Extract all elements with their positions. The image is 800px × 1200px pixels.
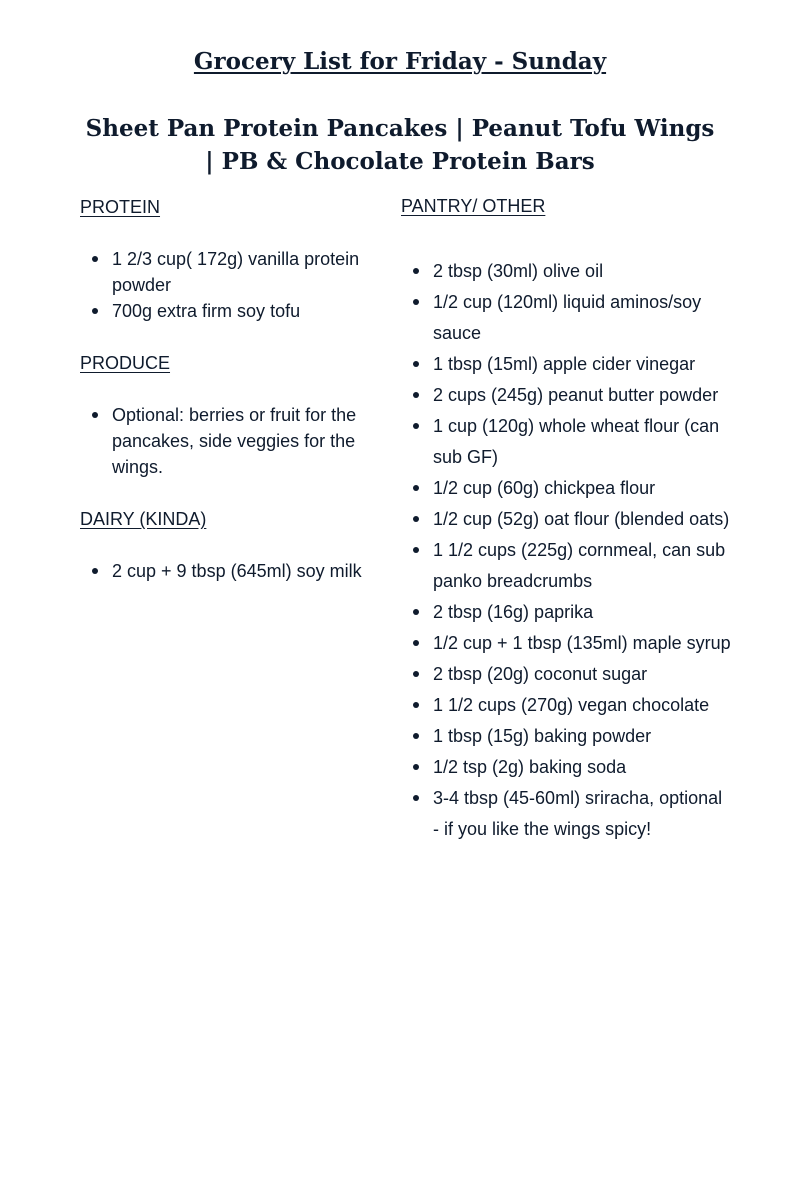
right-column [401, 193, 731, 845]
list-item: 1/2 cup (60g) chickpea flour [401, 473, 731, 504]
list-item: 3-4 tbsp (45-60ml) sriracha, optional - if you like the wings spicy! [401, 783, 731, 845]
produce-list [80, 402, 380, 480]
pantry-list [401, 256, 731, 845]
dairy-heading: DAIRY (KINDA) [80, 509, 207, 529]
pantry-heading: PANTRY/ OTHER [401, 196, 546, 216]
produce-heading: PRODUCE [80, 353, 171, 373]
list-item: 1 cup (120g) whole wheat flour (can sub GF) [401, 411, 731, 473]
dairy-section [80, 506, 380, 584]
protein-heading: PROTEIN [80, 197, 161, 217]
list-item: 1/2 cup (120ml) liquid aminos/soy sauce [401, 287, 731, 349]
list-item: 700g extra firm soy tofu [80, 298, 380, 324]
protein-list [80, 246, 380, 324]
page-title-text: Grocery List for Friday - Sunday [193, 48, 607, 75]
list-item: 1/2 cup + 1 tbsp (135ml) maple syrup [401, 628, 731, 659]
produce-section [80, 350, 380, 480]
page-title [0, 44, 800, 80]
list-item: Optional: berries or fruit for the pancakes, side veggies for the wings. [80, 402, 380, 480]
list-item: 1/2 cup (52g) oat flour (blended oats) [401, 504, 731, 535]
list-item: 1 2/3 cup( 172g) vanilla protein powder [80, 246, 380, 298]
list-item: 2 cup + 9 tbsp (645ml) soy milk [80, 558, 380, 584]
list-item: 2 tbsp (20g) coconut sugar [401, 659, 731, 690]
list-item: 1 tbsp (15g) baking powder [401, 721, 731, 752]
list-item: 2 tbsp (16g) paprika [401, 597, 731, 628]
list-item: 1/2 tsp (2g) baking soda [401, 752, 731, 783]
list-item: 2 cups (245g) peanut butter powder [401, 380, 731, 411]
list-item: 2 tbsp (30ml) olive oil [401, 256, 731, 287]
pantry-section [401, 193, 731, 845]
list-item: 1 1/2 cups (270g) vegan chocolate [401, 690, 731, 721]
protein-section [80, 194, 380, 324]
list-item: 1 1/2 cups (225g) cornmeal, can sub panko breadcrumbs [401, 535, 731, 597]
recipe-subtitle: Sheet Pan Protein Pancakes | Peanut Tofu Wings | PB & Chocolate Protein Bars [85, 115, 715, 175]
dairy-list [80, 558, 380, 584]
list-item: 1 tbsp (15ml) apple cider vinegar [401, 349, 731, 380]
left-column [80, 194, 380, 610]
